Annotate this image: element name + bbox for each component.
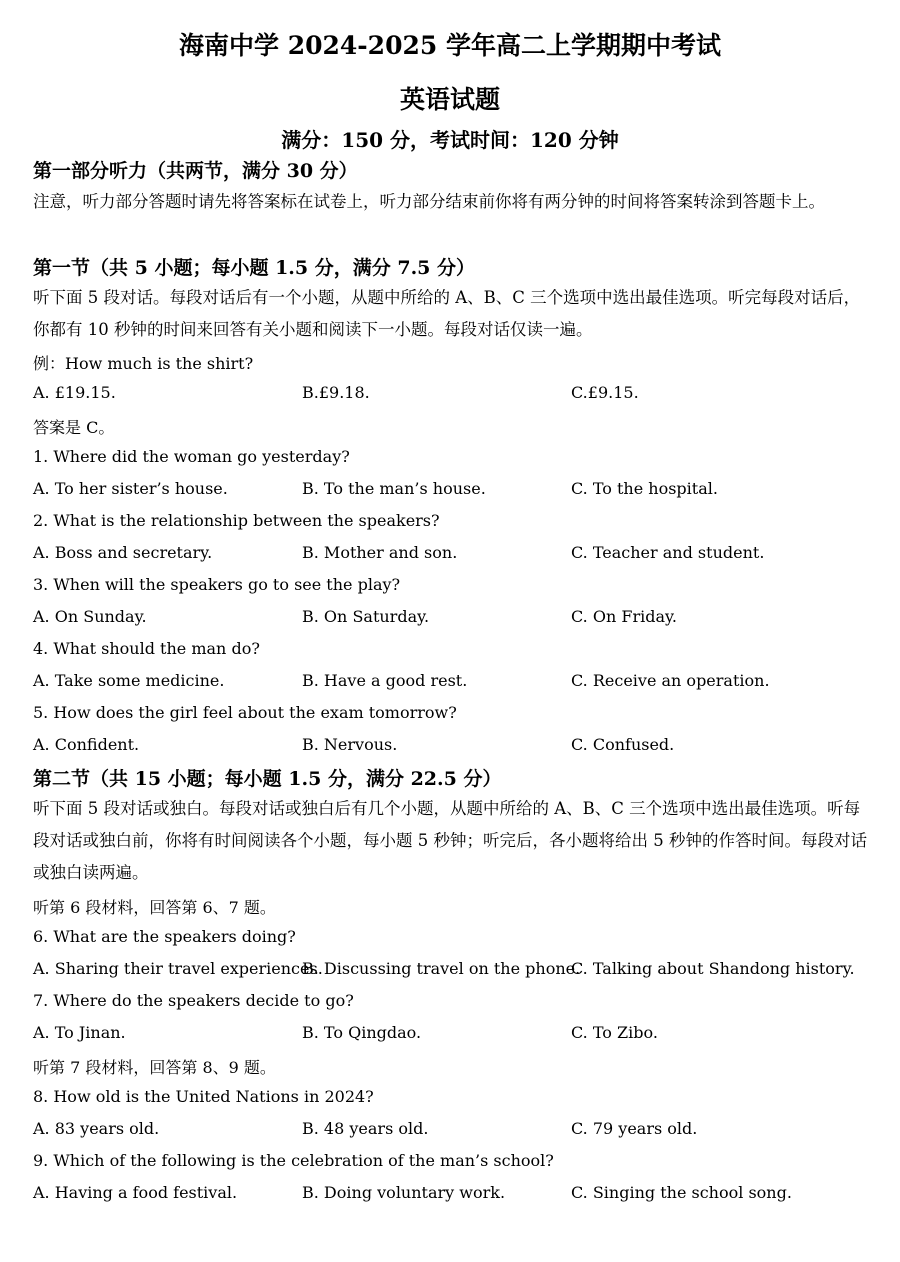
material-7-note: 听第 7 段材料，回答第 8、9 题。 xyxy=(33,1058,276,1077)
material-6-note: 听第 6 段材料，回答第 6、7 题。 xyxy=(33,898,276,917)
q1-option-a: A. To her sister’s house. xyxy=(33,479,228,498)
score-time: 满分：150 分，考试时间：120 分钟 xyxy=(281,128,619,152)
q9-option-b: B. Doing voluntary work. xyxy=(302,1183,506,1202)
q1-option-c: C. To the hospital. xyxy=(571,479,718,498)
q2-option-b: B. Mother and son. xyxy=(302,543,458,562)
q3-option-c: C. On Friday. xyxy=(571,607,677,626)
q6-option-b: B. Discussing travel on the phone. xyxy=(302,959,581,978)
section2-instructions: 听下面 5 段对话或独白。每段对话或独白后有几个小题，从题中所给的 A、B、C 三个选项中选出最佳选项。听每段对话或独白前，你将有时间阅读各个小题，每小题 5 秒钟；听完后，各小题将给出 5 秒钟的作答时间。每段对话或独白读两遍。 xyxy=(33,799,867,882)
question-1: 1. Where did the woman go yesterday? xyxy=(33,447,350,466)
example-option-a: A. £19.15. xyxy=(33,383,116,402)
q7-option-a: A. To Jinan. xyxy=(33,1023,126,1042)
q6-option-a: A. Sharing their travel experiences. xyxy=(33,959,323,978)
q9-option-c: C. Singing the school song. xyxy=(571,1183,792,1202)
q8-option-b: B. 48 years old. xyxy=(302,1119,429,1138)
section1-heading: 第一节（共 5 小题；每小题 1.5 分，满分 7.5 分） xyxy=(33,257,476,279)
q4-option-b: B. Have a good rest. xyxy=(302,671,468,690)
q8-option-c: C. 79 years old. xyxy=(571,1119,698,1138)
q6-option-c: C. Talking about Shandong history. xyxy=(571,959,855,978)
q5-option-a: A. Confident. xyxy=(33,735,140,754)
exam-title: 海南中学 2024-2025 学年高二上学期期中考试 xyxy=(179,31,721,60)
q3-option-a: A. On Sunday. xyxy=(33,607,147,626)
question-6: 6. What are the speakers doing? xyxy=(33,927,296,946)
q5-option-c: C. Confused. xyxy=(571,735,675,754)
question-5: 5. How does the girl feel about the exam tomorrow? xyxy=(33,703,457,722)
q3-option-b: B. On Saturday. xyxy=(302,607,430,626)
example-answer: 答案是 C。 xyxy=(33,418,115,437)
q4-option-c: C. Receive an operation. xyxy=(571,671,770,690)
question-2: 2. What is the relationship between the speakers? xyxy=(33,511,440,530)
q4-option-a: A. Take some medicine. xyxy=(33,671,225,690)
question-4: 4. What should the man do? xyxy=(33,639,260,658)
part1-heading: 第一部分听力（共两节，满分 30 分） xyxy=(33,160,358,182)
q7-option-b: B. To Qingdao. xyxy=(302,1023,422,1042)
question-8: 8. How old is the United Nations in 2024? xyxy=(33,1087,374,1106)
q8-option-a: A. 83 years old. xyxy=(33,1119,160,1138)
part1-note: 注意，听力部分答题时请先将答案标在试卷上，听力部分结束前你将有两分钟的时间将答案转涂到答题卡上。 xyxy=(33,192,825,211)
example-question: 例：How much is the shirt? xyxy=(33,354,254,373)
q2-option-c: C. Teacher and student. xyxy=(571,543,765,562)
question-7: 7. Where do the speakers decide to go? xyxy=(33,991,354,1010)
question-9: 9. Which of the following is the celebration of the man’s school? xyxy=(33,1151,554,1170)
section2-heading: 第二节（共 15 小题；每小题 1.5 分，满分 22.5 分） xyxy=(33,768,502,790)
subject-title: 英语试题 xyxy=(399,85,500,114)
q9-option-a: A. Having a food festival. xyxy=(33,1183,238,1202)
question-3: 3. When will the speakers go to see the play? xyxy=(33,575,401,594)
q7-option-c: C. To Zibo. xyxy=(571,1023,658,1042)
q2-option-a: A. Boss and secretary. xyxy=(33,543,213,562)
q5-option-b: B. Nervous. xyxy=(302,735,398,754)
q1-option-b: B. To the man’s house. xyxy=(302,479,486,498)
section1-instructions: 听下面 5 段对话。每段对话后有一个小题，从题中所给的 A、B、C 三个选项中选出最佳选项。听完每段对话后，你都有 10 秒钟的时间来回答有关小题和阅读下一小题。每段对话仅读一遍。 xyxy=(33,288,861,339)
example-option-c: C.£9.15. xyxy=(571,383,639,402)
example-option-b: B.£9.18. xyxy=(302,383,370,402)
